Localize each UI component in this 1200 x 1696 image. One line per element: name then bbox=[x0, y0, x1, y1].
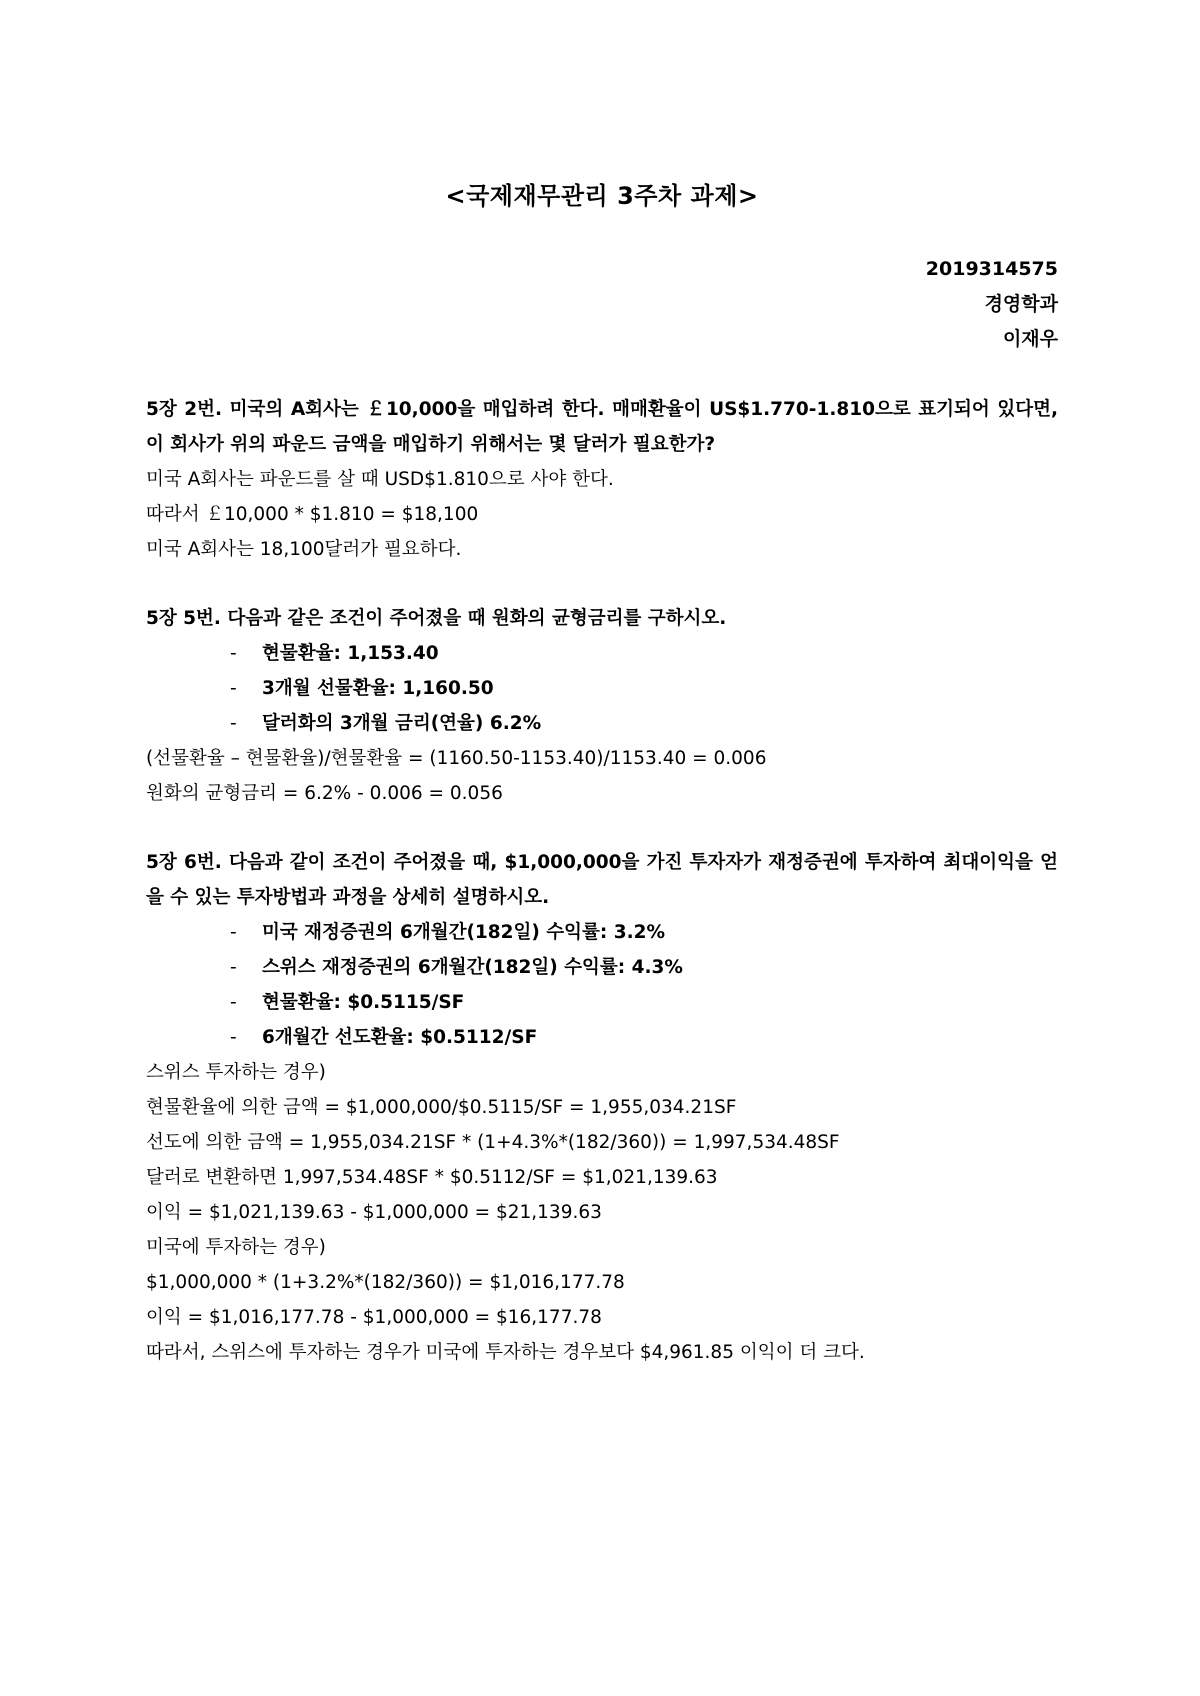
answer-line: 이익 = $1,021,139.63 - $1,000,000 = $21,139.63 bbox=[146, 1202, 602, 1223]
bullet-dash: - bbox=[230, 957, 237, 978]
student-id: 2019314575 bbox=[925, 258, 1058, 280]
bullet-dash: - bbox=[230, 643, 237, 664]
student-info bbox=[926, 252, 1058, 357]
answer-line: 미국 A회사는 18,100달러가 필요하다. bbox=[146, 539, 462, 560]
answer-line: 선도에 의한 금액 = 1,955,034.21SF * (1+4.3%*(182/360)) = 1,997,534.48SF bbox=[146, 1132, 840, 1153]
question-2-section bbox=[146, 601, 1058, 811]
bullet-dash: - bbox=[230, 678, 237, 699]
page-title: <국제재무관리 3주차 과제> bbox=[445, 182, 759, 210]
answer-line: 이익 = $1,016,177.78 - $1,000,000 = $16,177.78 bbox=[146, 1307, 602, 1328]
bullet-dash: - bbox=[230, 713, 237, 734]
question-2-text: 5장 5번. 다음과 같은 조건이 주어졌을 때 원화의 균형금리를 구하시오. bbox=[146, 608, 727, 629]
answer-line: 따라서 ￡10,000 * $1.810 = $18,100 bbox=[146, 504, 479, 525]
condition-item: - 스위스 재정증권의 6개월간(182일) 수익률: 4.3% bbox=[146, 950, 1058, 985]
question-1-section bbox=[146, 392, 1058, 567]
condition-item: - 달러화의 3개월 금리(연율) 6.2% bbox=[146, 706, 1058, 741]
answer-line: (선물환율 – 현물환율)/현물환율 = (1160.50-1153.40)/1153.40 = 0.006 bbox=[146, 748, 767, 769]
answer-line: 현물환율에 의한 금액 = $1,000,000/$0.5115/SF = 1,955,034.21SF bbox=[146, 1097, 737, 1118]
student-department: 경영학과 bbox=[984, 293, 1058, 315]
answer-line: 미국에 투자하는 경우) bbox=[146, 1237, 326, 1258]
student-name: 이재우 bbox=[1002, 328, 1058, 350]
condition-item: - 6개월간 선도환율: $0.5112/SF bbox=[146, 1020, 1058, 1055]
question-3-section bbox=[146, 845, 1058, 1370]
condition-item: - 현물환율: 1,153.40 bbox=[146, 636, 1058, 671]
answer-line: 따라서, 스위스에 투자하는 경우가 미국에 투자하는 경우보다 $4,961.85 이익이 더 크다. bbox=[146, 1342, 865, 1363]
question-3-text: 5장 6번. 다음과 같이 조건이 주어졌을 때, $1,000,000을 가진 투자자가 재정증권에 투자하여 최대이익을 얻을 수 있는 투자방법과 과정을 상세히 설명하시오. bbox=[146, 852, 1058, 908]
condition-item: - 미국 재정증권의 6개월간(182일) 수익률: 3.2% bbox=[146, 915, 1058, 950]
condition-item: - 현물환율: $0.5115/SF bbox=[146, 985, 1058, 1020]
answer-line: 스위스 투자하는 경우) bbox=[146, 1062, 326, 1083]
bullet-dash: - bbox=[230, 922, 237, 943]
answer-line: 달러로 변환하면 1,997,534.48SF * $0.5112/SF = $1,021,139.63 bbox=[146, 1167, 718, 1188]
answer-line: 원화의 균형금리 = 6.2% - 0.006 = 0.056 bbox=[146, 783, 503, 804]
bullet-dash: - bbox=[230, 1027, 237, 1048]
condition-item: - 3개월 선물환율: 1,160.50 bbox=[146, 671, 1058, 706]
answer-line: $1,000,000 * (1+3.2%*(182/360)) = $1,016,177.78 bbox=[146, 1272, 625, 1293]
bullet-dash: - bbox=[230, 992, 237, 1013]
question-1-text: 5장 2번. 미국의 A회사는 ￡10,000을 매입하려 한다. 매매환율이 US$1.770-1.810으로 표기되어 있다면, 이 회사가 위의 파운드 금액을 매입하기 위해서는 몇 달러가 필요한가? bbox=[146, 399, 1058, 455]
answer-line: 미국 A회사는 파운드를 살 때 USD$1.810으로 사야 한다. bbox=[146, 469, 614, 490]
